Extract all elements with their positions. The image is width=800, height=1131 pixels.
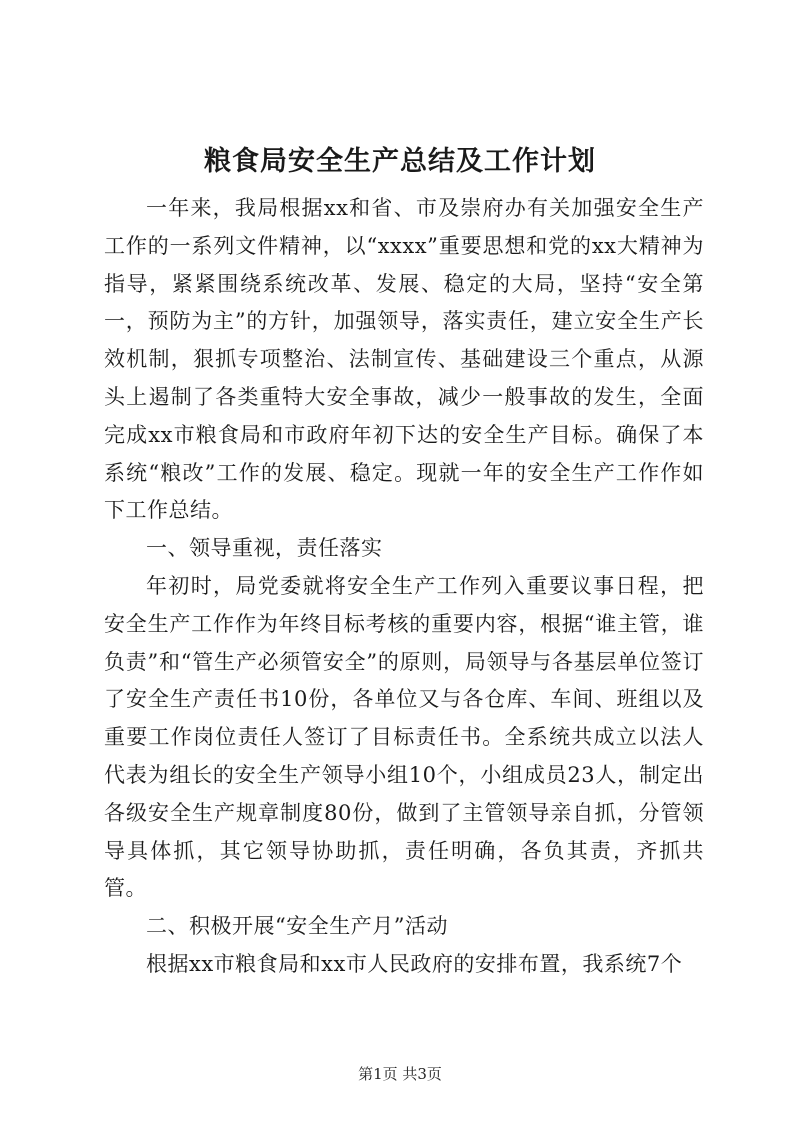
document-title: 粮食局安全生产总结及工作计划 xyxy=(204,146,596,177)
paragraph-section-1: 年初时，局党委就将安全生产工作列入重要议事日程，把安全生产工作作为年终目标考核的重要内容，根据“谁主管，谁负责”和“管生产必须管安全”的原则，局领导与各基层单位签订了安全生产责任书10份，各单位又与各仓库、车间、班组以及重要工作岗位责任人签订了目标责任书。全系统共成立以法人代表为组长的安全生产领导小组10个，小组成员23人，制定出各级安全生产规章制度80份，做到了主管领导亲自抓，分管领导具体抓，其它领导协助抓，责任明确，各负其责，齐抓共管。 xyxy=(104,573,704,901)
page-number-footer: 第1页 共3页 xyxy=(358,1065,442,1083)
document-body xyxy=(104,190,704,984)
paragraph-intro: 一年来，我局根据xx和省、市及崇府办有关加强安全生产工作的一系列文件精神，以“xxxx”重要思想和党的xx大精神为指导，紧紧围绕系统改革、发展、稳定的大局，坚持“安全第一，预防为主”的方针，加强领导，落实责任，建立安全生产长效机制，狠抓专项整治、法制宣传、基础建设三个重点，从源头上遏制了各类重特大安全事故，减少一般事故的发生，全面完成xx市粮食局和市政府年初下达的安全生产目标。确保了本系统“粮改”工作的发展、稳定。现就一年的安全生产工作作如下工作总结。 xyxy=(104,196,704,523)
section-heading-2: 二、积极开展“安全生产月”活动 xyxy=(146,914,448,939)
section-heading-1: 一、领导重视，责任落实 xyxy=(146,536,383,561)
paragraph-section-2: 根据xx市粮食局和xx市人民政府的安排布置，我系统7个 xyxy=(146,951,683,976)
